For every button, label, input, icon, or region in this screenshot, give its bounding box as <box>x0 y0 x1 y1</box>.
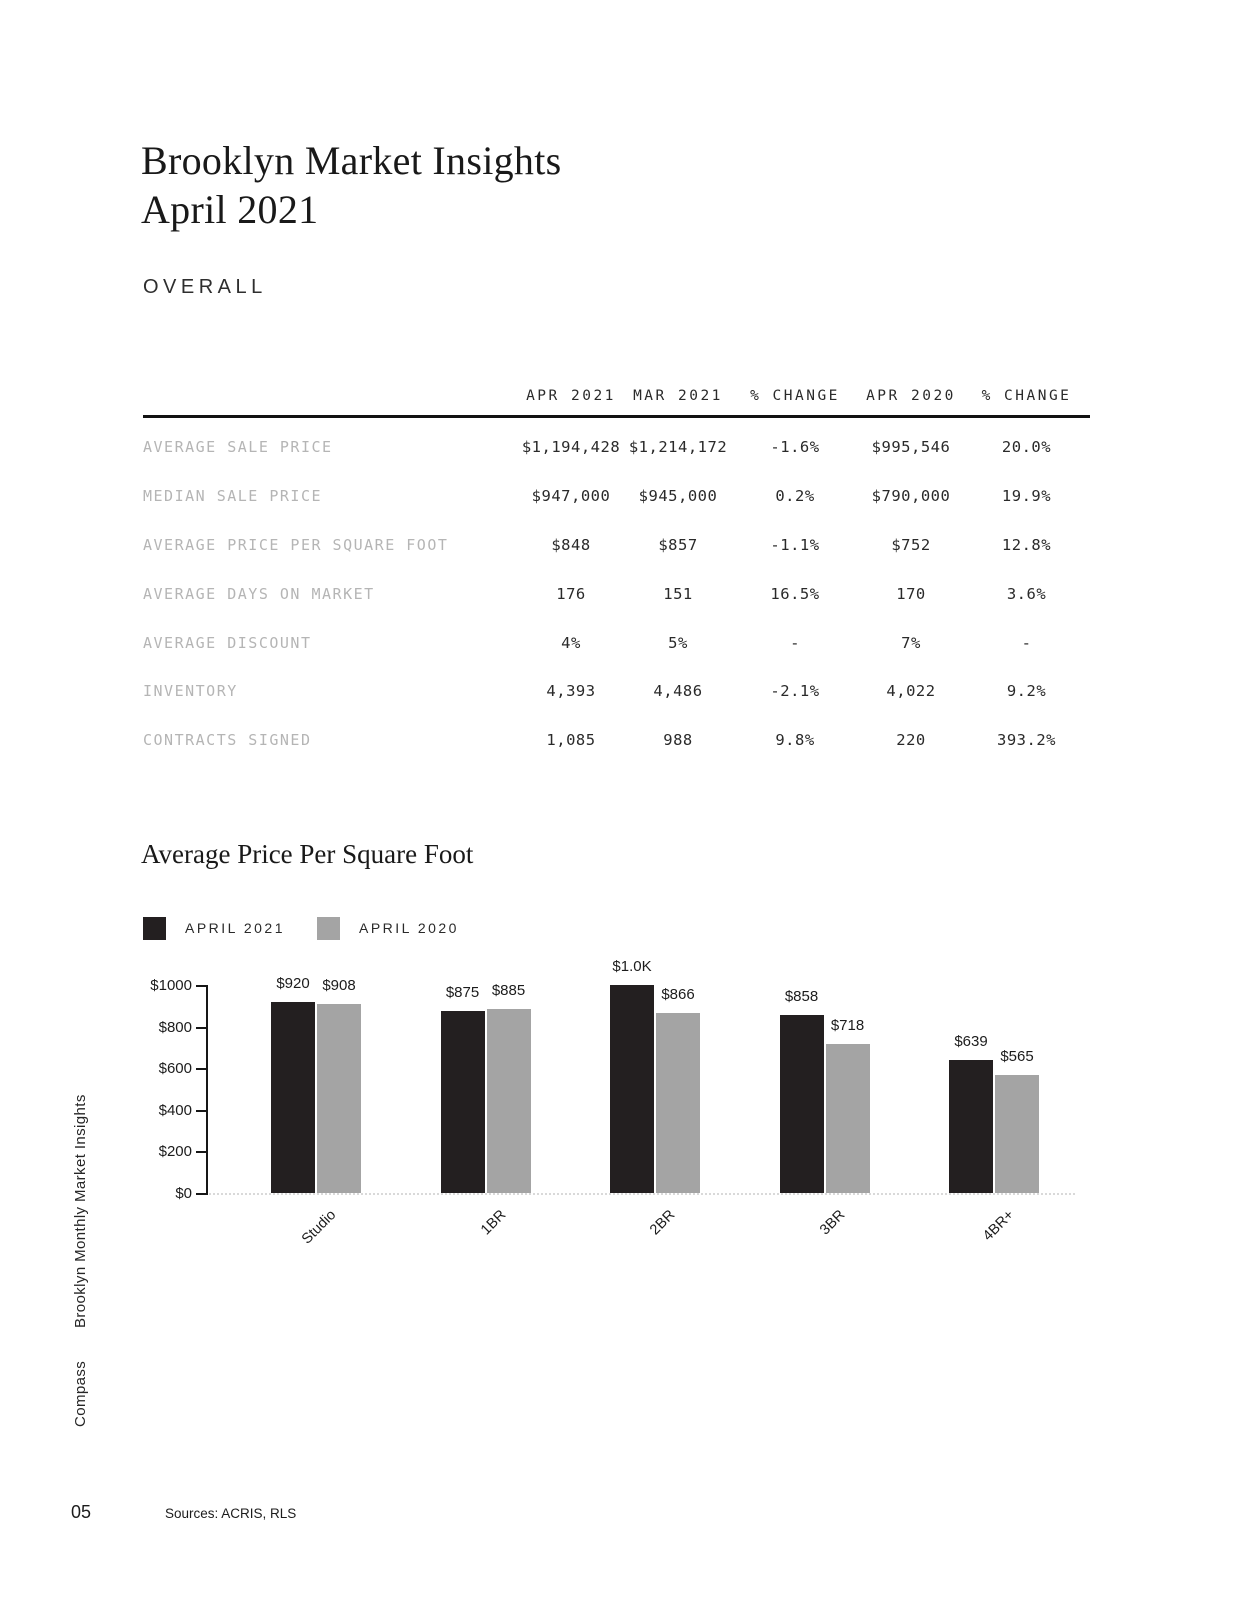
table-row-label: AVERAGE DAYS ON MARKET <box>143 584 375 603</box>
table-cell: 19.9% <box>1001 487 1052 506</box>
chart-title: Average Price Per Square Foot <box>141 839 474 869</box>
y-axis-tick-label: $0 <box>175 1185 192 1202</box>
table-column-header: % CHANGE <box>750 388 840 404</box>
table-column-header: APR 2021 <box>526 388 616 404</box>
table-cell: 170 <box>896 584 926 603</box>
bar-april-2020-studio <box>317 1004 361 1193</box>
table-cell: 12.8% <box>1001 535 1052 554</box>
table-row-label: AVERAGE DISCOUNT <box>143 633 312 652</box>
table-cell: $790,000 <box>871 487 951 506</box>
table-cell: $752 <box>891 535 931 554</box>
table-row-label: INVENTORY <box>143 682 238 701</box>
y-axis-tick-label: $400 <box>158 1102 192 1119</box>
sidebar-vertical-title: Brooklyn Monthly Market Insights <box>72 1094 89 1328</box>
table-cell: 9.8% <box>775 731 815 750</box>
sources-note: Sources: ACRIS, RLS <box>165 1506 297 1521</box>
table-cell: - <box>1021 633 1032 652</box>
section-label: OVERALL <box>143 276 267 298</box>
table-row-label: MEDIAN SALE PRICE <box>143 487 323 506</box>
y-axis-line <box>206 985 208 1195</box>
bar-april-2021-studio <box>271 1002 315 1193</box>
y-axis-tick-label: $1000 <box>150 977 192 994</box>
x-axis-category-label: 4BR+ <box>980 1207 1018 1245</box>
table-column-header: MAR 2021 <box>633 388 723 404</box>
table-cell: $947,000 <box>531 487 611 506</box>
bar-value-label: $639 <box>954 1033 988 1050</box>
table-cell: 0.2% <box>775 487 815 506</box>
bar-april-2020-3br <box>826 1044 870 1193</box>
table-cell: $1,214,172 <box>628 438 728 457</box>
table-row-label: CONTRACTS SIGNED <box>143 731 312 750</box>
table-cell: $1,194,428 <box>521 438 621 457</box>
bar-value-label: $565 <box>1000 1048 1034 1065</box>
bar-april-2020-2br <box>656 1013 700 1193</box>
table-cell: 7% <box>901 633 921 652</box>
table-cell: -2.1% <box>770 682 820 701</box>
y-axis-tick-label: $200 <box>158 1143 192 1160</box>
table-column-header: APR 2020 <box>866 388 956 404</box>
table-cell: 220 <box>896 731 926 750</box>
sidebar-vertical-brand: Compass <box>72 1360 89 1427</box>
table-cell: 20.0% <box>1001 438 1052 457</box>
y-axis-tick <box>196 985 206 987</box>
table-cell: $995,546 <box>871 438 951 457</box>
table-cell: $848 <box>551 535 591 554</box>
bar-april-2021-1br <box>441 1011 485 1193</box>
page-title-line2: April 2021 <box>141 187 319 232</box>
y-axis-tick <box>196 1151 206 1153</box>
y-axis-tick-label: $600 <box>158 1060 192 1077</box>
legend-label: APRIL 2020 <box>358 920 459 936</box>
bar-value-label: $875 <box>445 984 480 1001</box>
table-cell: 988 <box>663 731 693 750</box>
table-cell: $857 <box>658 535 698 554</box>
y-axis-tick <box>196 1110 206 1112</box>
table-cell: 4,486 <box>653 682 703 701</box>
page-number: 05 <box>71 1502 92 1522</box>
table-cell: - <box>790 633 800 652</box>
bar-value-label: $718 <box>830 1017 865 1034</box>
bar-value-label: $866 <box>661 986 695 1003</box>
table-row-label: AVERAGE SALE PRICE <box>143 438 333 457</box>
bar-value-label: $858 <box>784 988 819 1005</box>
y-axis-tick <box>196 1027 206 1029</box>
x-axis-baseline <box>209 1193 1075 1195</box>
bar-value-label: $920 <box>276 975 310 992</box>
table-cell: $945,000 <box>638 487 718 506</box>
page-title-line1: Brooklyn Market Insights <box>141 138 562 183</box>
table-cell: 3.6% <box>1006 584 1047 603</box>
bar-april-2021-4br+ <box>949 1060 993 1193</box>
table-cell: 9.2% <box>1006 682 1047 701</box>
table-cell: 4,393 <box>546 682 596 701</box>
x-axis-category-label: 1BR <box>477 1207 509 1239</box>
table-cell: 151 <box>663 584 693 603</box>
table-cell: -1.1% <box>770 535 820 554</box>
bar-value-label: $885 <box>491 982 526 999</box>
bar-april-2020-4br+ <box>995 1075 1039 1193</box>
x-axis-category-label: 3BR <box>816 1207 848 1239</box>
table-cell: 393.2% <box>997 731 1056 750</box>
legend-label: APRIL 2021 <box>185 920 285 936</box>
bar-value-label: $908 <box>322 977 356 994</box>
table-cell: 176 <box>556 584 586 603</box>
bar-april-2021-3br <box>780 1015 824 1193</box>
y-axis-tick-label: $800 <box>158 1019 192 1036</box>
bar-value-label: $1.0K <box>612 958 652 975</box>
bar-april-2021-2br <box>610 985 654 1193</box>
table-cell: 16.5% <box>770 584 820 603</box>
y-axis-tick <box>196 1193 206 1195</box>
table-cell: -1.6% <box>770 438 820 457</box>
x-axis-category-label: Studio <box>298 1207 340 1248</box>
table-cell: 1,085 <box>546 731 596 750</box>
table-cell: 5% <box>668 633 688 652</box>
table-row-label: AVERAGE PRICE PER SQUARE FOOT <box>143 535 449 554</box>
bar-april-2020-1br <box>487 1009 531 1193</box>
x-axis-category-label: 2BR <box>647 1207 679 1239</box>
y-axis-tick <box>196 1068 206 1070</box>
table-column-header: % CHANGE <box>981 388 1072 404</box>
table-cell: 4% <box>561 633 581 652</box>
table-cell: 4,022 <box>886 682 936 701</box>
